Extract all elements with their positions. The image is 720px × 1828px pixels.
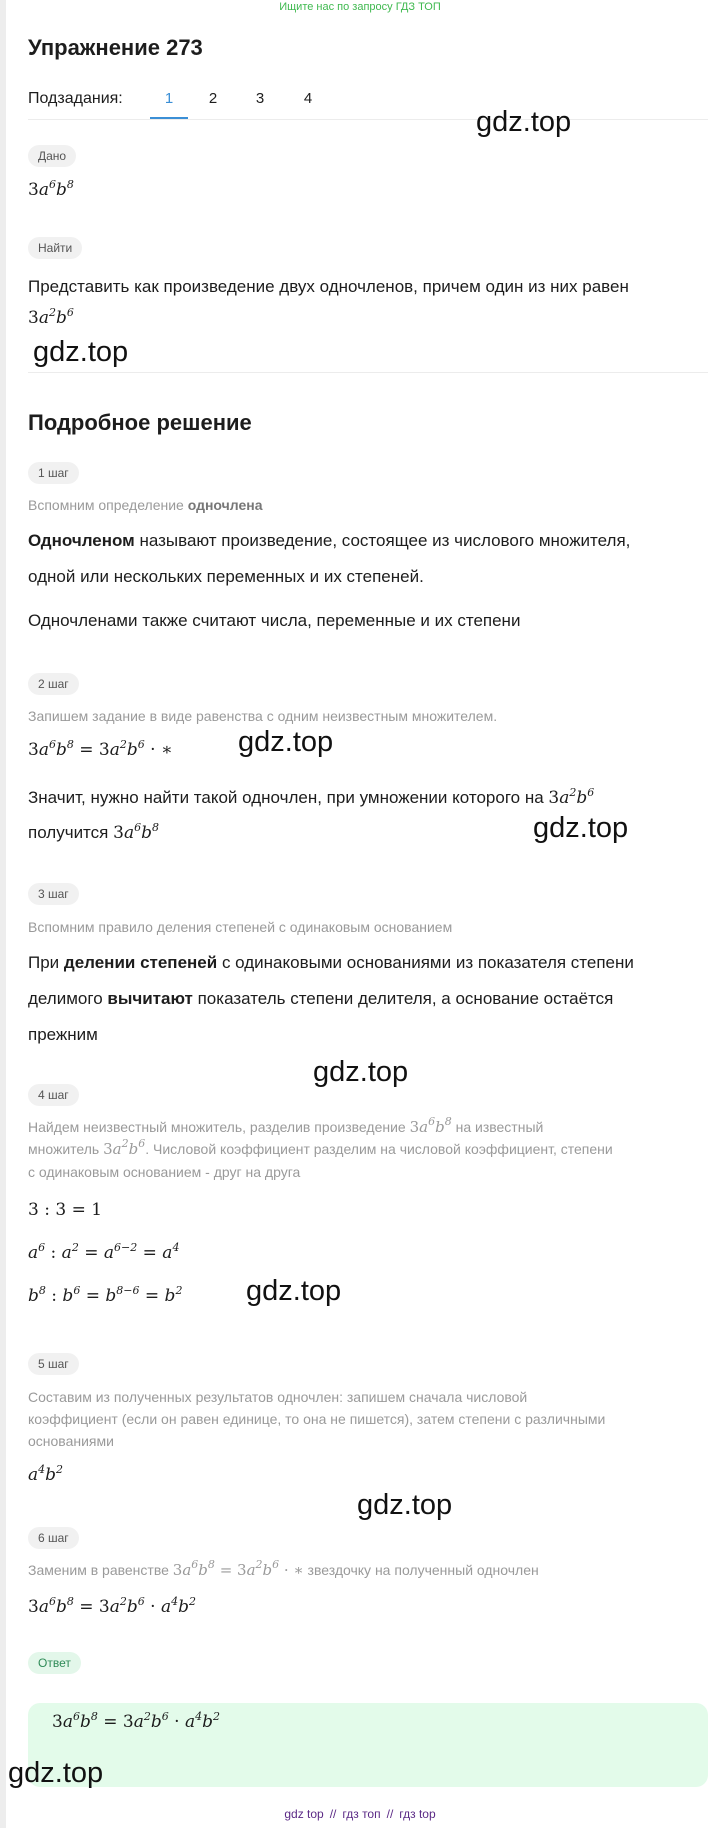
step-4-hint-line-1: Найдем неизвестный множитель, разделив произведение $3a^6b^8$ на известный xyxy=(28,1115,544,1136)
step-5-hint-line-1: Составим из полученных результатов одночлен: запишем сначала числовой xyxy=(28,1389,528,1405)
step-2-text-line-1: Значит, нужно найти такой одночлен, при умножении которого на $3a^2b^6$ xyxy=(28,786,595,808)
step-6-chip: 6 шаг xyxy=(28,1527,79,1549)
page-title: Упражнение 273 xyxy=(28,35,203,60)
step-3-line-2: делимого вычитают показатель степени делителя, а основание остаётся xyxy=(28,989,614,1008)
step-4-equation-1: 3 : 3 = 1 xyxy=(28,1200,103,1220)
step-5-hint-line-2: коэффициент (если он равен единице, то она не пишется), затем степени с различными xyxy=(28,1411,606,1427)
watermark: gdz.top xyxy=(8,1757,104,1789)
step-1-chip: 1 шаг xyxy=(28,462,79,484)
find-chip: Найти xyxy=(28,237,82,259)
step-6-hint: Заменим в равенстве $3a^6b^8 = 3a^2b^6$ · ∗ звездочку на полученный одночлен xyxy=(28,1558,539,1579)
step-4-hint-line-3: с одинаковым основанием - друг на друга xyxy=(28,1164,301,1180)
step-4-chip: 4 шаг xyxy=(28,1084,79,1106)
step-1-paragraph-line-2: одной или нескольких переменных и их степеней. xyxy=(28,567,424,586)
step-3-line-3: прежним xyxy=(28,1025,98,1044)
subtasks-label: Подзадания: xyxy=(28,90,123,107)
left-edge-bar xyxy=(0,0,6,1828)
solution-title: Подробное решение xyxy=(28,410,252,435)
given-chip: Дано xyxy=(28,145,76,167)
step-6-equation: $3a^6b^8 = 3a^2b^6 \cdot a^4b^2$ xyxy=(28,1595,197,1617)
find-expression: $3a^2b^6$ xyxy=(28,306,74,328)
separator: // xyxy=(329,1807,337,1821)
step-2-text-line-2: получится $3a^6b^8$ xyxy=(28,821,159,843)
tab-subtask-2[interactable]: 2 xyxy=(208,90,218,107)
step-3-hint: Вспомним правило деления степеней с одинаковым основанием xyxy=(28,919,453,935)
answer-chip: Ответ xyxy=(28,1652,81,1674)
footer-link[interactable]: gdz top xyxy=(284,1807,324,1821)
tab-subtask-4[interactable]: 4 xyxy=(303,90,313,107)
tab-subtask-1[interactable]: 1 xyxy=(164,90,174,107)
step-4-equation-2: $a^6$ : $a^2 = a^{6-2} = a^4$ xyxy=(28,1241,180,1263)
step-5-hint-line-3: основаниями xyxy=(28,1433,114,1449)
step-3-line-1: При делении степеней с одинаковыми основаниями из показателя степени xyxy=(28,953,634,972)
watermark: gdz.top xyxy=(238,726,334,758)
footer-link[interactable]: гдз топ xyxy=(342,1807,381,1821)
answer-equation: $3a^6b^8 = 3a^2b^6 \cdot a^4b^2$ xyxy=(52,1710,221,1732)
step-2-chip: 2 шаг xyxy=(28,673,79,695)
watermark: gdz.top xyxy=(533,812,629,844)
step-1-paragraph-2: Одночленами также считают числа, переменные и их степени xyxy=(28,611,521,630)
divider xyxy=(28,372,708,373)
watermark: gdz.top xyxy=(476,106,572,138)
step-5-result: $a^4b^2$ xyxy=(28,1463,64,1485)
step-3-chip: 3 шаг xyxy=(28,883,79,905)
top-banner[interactable]: Ищите нас по запросу ГДЗ ТОП xyxy=(279,1,441,13)
watermark: gdz.top xyxy=(246,1275,342,1307)
step-2-hint: Запишем задание в виде равенства с одним неизвестным множителем. xyxy=(28,708,498,724)
divider xyxy=(28,119,708,120)
step-1-paragraph-line-1: Одночленом называют произведение, состоящее из числового множителя, xyxy=(28,531,631,550)
tab-subtask-3[interactable]: 3 xyxy=(255,90,265,107)
watermark: gdz.top xyxy=(33,336,129,368)
step-4-equation-3: $b^8$ : $b^6 = b^{8-6} = b^2$ xyxy=(28,1284,183,1306)
watermark: gdz.top xyxy=(357,1489,453,1521)
step-5-chip: 5 шаг xyxy=(28,1353,79,1375)
step-2-equation: $3a^6b^8 = 3a^2b^6$ · ∗ xyxy=(28,738,173,760)
footer-links xyxy=(0,1807,720,1821)
given-expression: $3a^6b^8$ xyxy=(28,178,74,200)
find-text: Представить как произведение двух одночленов, причем один из них равен xyxy=(28,277,629,296)
footer-link[interactable]: гдз top xyxy=(399,1807,436,1821)
watermark: gdz.top xyxy=(313,1056,409,1088)
separator: // xyxy=(386,1807,394,1821)
step-4-hint-line-2: множитель $3a^2b^6$. Числовой коэффициент разделим на числовой коэффициент, степени xyxy=(28,1137,613,1158)
step-1-hint: Вспомним определение одночлена xyxy=(28,497,263,513)
